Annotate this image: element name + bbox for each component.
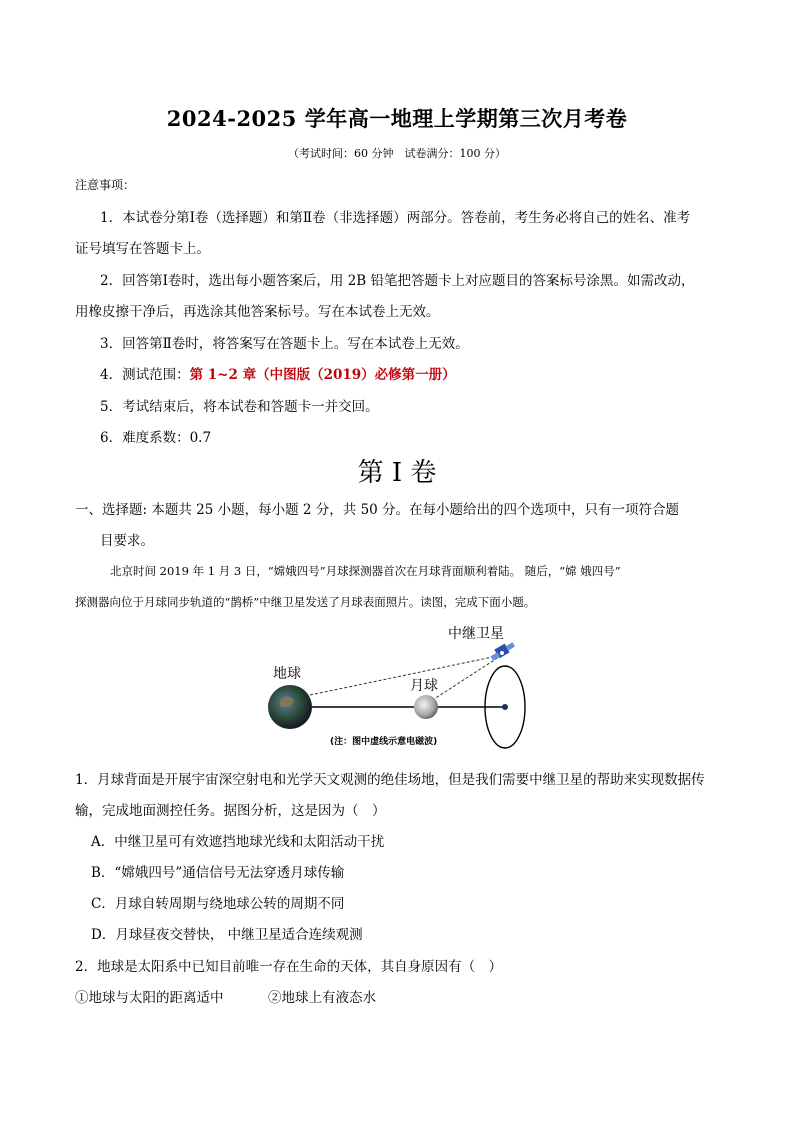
note-item-4-prefix: 4．测试范围： xyxy=(100,367,190,383)
note-item-3: 3．回答第Ⅱ卷时，将答案写在答题卡上。写在本试卷上无效。 xyxy=(100,336,469,352)
q1-option-d: D．月球昼夜交替快， 中继卫星适合连续观测 xyxy=(91,927,363,943)
note-item-4 xyxy=(100,363,750,383)
moon-icon xyxy=(414,695,438,719)
q2-item-2: ②地球上有液态水 xyxy=(268,990,376,1006)
page-title: 2024-2025 学年高一地理上学期第三次月考卷 xyxy=(166,106,628,131)
l2-point-marker xyxy=(502,704,508,710)
q1-stem-line-1: 1．月球背面是开展宇宙深空射电和光学天文观测的绝佳场地，但是我们需要中继卫星的帮助来实现数据传 xyxy=(75,772,705,788)
q1-option-a: A．中继卫星可有效遮挡地球光线和太阳活动干扰 xyxy=(91,834,385,850)
exam-duration-info: （考试时间：60 分钟 试卷满分：100 分） xyxy=(288,147,506,160)
earth-icon xyxy=(268,685,312,729)
note-item-5: 5．考试结束后，将本试卷和答题卡一并交回。 xyxy=(100,399,379,415)
section-instructions-line-1: 一、选择题: 本题共 25 小题，每小题 2 分，共 50 分。在每小题给出的四个选项中，只有一项符合题 xyxy=(75,502,680,518)
q1-stem-line-2: 输，完成地面测控任务。据图分析，这是因为（ ） xyxy=(75,803,386,819)
note-item-6: 6．难度系数：0.7 xyxy=(100,430,212,446)
note-item-2-line-2: 用橡皮擦干净后，再选涂其他答案标号。写在本试卷上无效。 xyxy=(75,304,440,320)
note-item-1-line-2: 证号填写在答题卡上。 xyxy=(75,241,210,257)
q2-stem: 2．地球是太阳系中已知目前唯一存在生命的天体，其自身原因有（ ） xyxy=(75,959,503,975)
notes-heading: 注意事项： xyxy=(75,178,136,192)
note-item-1-line-1: 1．本试卷分第Ⅰ卷（选择题）和第Ⅱ卷（非选择题）两部分。答卷前，考生务必将自己的姓名、准考 xyxy=(100,210,691,226)
moon-label: 月球 xyxy=(410,678,438,694)
relay-satellite-icon xyxy=(491,642,515,660)
diagram-svg xyxy=(258,620,538,755)
section-heading: 第 I 卷 xyxy=(357,458,437,488)
figure-note: (注：图中虚线示意电磁波) xyxy=(330,737,438,747)
note-item-2-line-1: 2．回答第Ⅰ卷时，选出每小题答案后，用 2B 铅笔把答题卡上对应题目的答案标号涂黑。如需改动， xyxy=(100,273,695,289)
q1-option-c: C．月球自转周期与绕地球公转的周期不同 xyxy=(91,896,345,912)
material-line-2: 探测器向位于月球同步轨道的“鹊桥”中继卫星发送了月球表面照片。读图，完成下面小题。 xyxy=(75,595,536,609)
relay-satellite-label: 中继卫星 xyxy=(448,626,504,642)
section-instructions-line-2: 目要求。 xyxy=(100,533,154,549)
q2-item-1: ①地球与太阳的距离适中 xyxy=(75,990,224,1006)
earth-moon-relay-diagram xyxy=(258,620,538,755)
test-range-text: 第 1~2 章（中图版（2019）必修第一册） xyxy=(189,367,456,383)
material-line-1: 北京时间 2019 年 1 月 3 日，“嫦娥四号”月球探测器首次在月球背面顺利着陆。 随后，“嫦 娥四号” xyxy=(110,564,621,578)
q1-option-b: B．“嫦娥四号”通信信号无法穿透月球传输 xyxy=(91,865,345,881)
earth-label: 地球 xyxy=(273,666,301,682)
signal-earth-to-relay xyxy=(310,655,502,695)
